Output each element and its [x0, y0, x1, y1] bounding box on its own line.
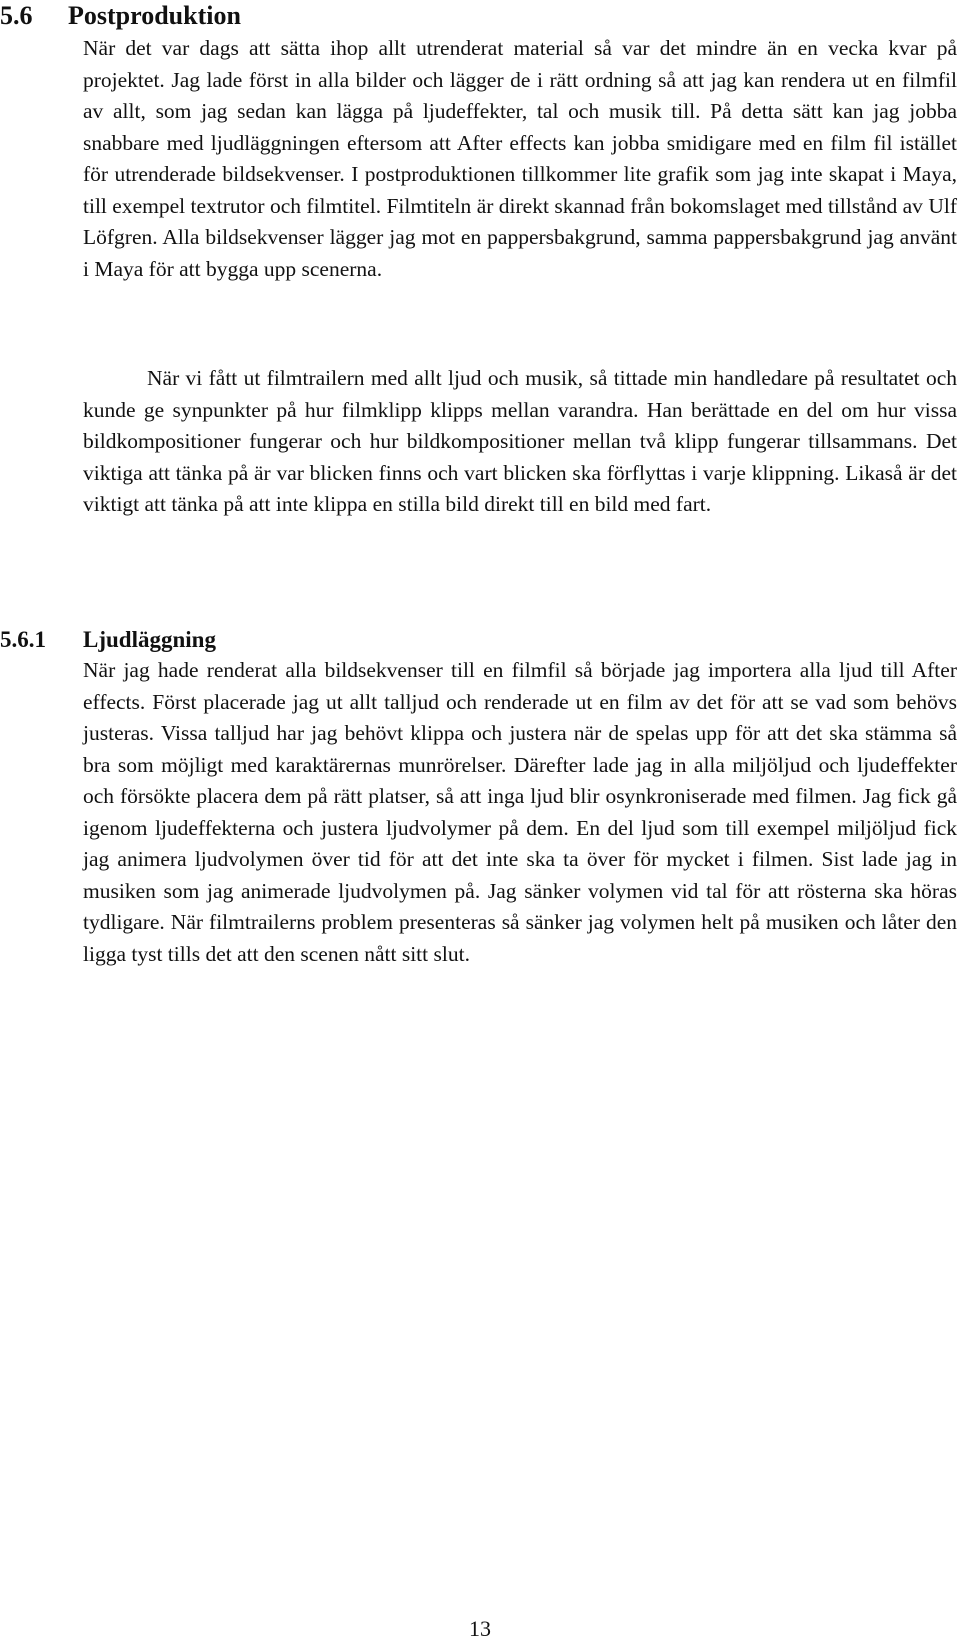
- section-number: 5.6: [0, 1, 33, 30]
- body-paragraph-postproduktion: När det var dags att sätta ihop allt utrenderat material så var det mindre än en vecka kvar på projektet. Jag lade först in alla bilder och lägger de i rätt ordning så att jag kan rendera ut en filmfil av allt, som jag sedan kan lägga på ljudeffekter, tal och musik till. På detta sätt kan jag jobba snabbare med ljudläggningen eftersom att After effects kan jobba smidigare med en film fil istället för utrenderade bildsekvenser. I postproduktionen tillkommer lite grafik som jag inte skapat i Maya, till exempel textrutor och filmtitel. Filmtiteln är direkt skannad från bokomslaget med tillstånd av Ulf Löfgren. Alla bildsekvenser lägger jag mot en pappersbakgrund, samma pappersbakgrund jag använt i Maya för att bygga upp scenerna.: [83, 36, 957, 281]
- body-paragraph-ljudlaggning: När jag hade renderat alla bildsekvenser till en filmfil så började jag importera alla ljud till After effects. Först placerade jag ut allt talljud och renderade ut en film av det för att se vad som behövs justeras. Vissa talljud har jag behövt klippa och justera när de spelas upp för att det ska stämma så bra som möjligt med karaktärernas munrörelser. Därefter lade jag in alla miljöljud och ljudeffekter och försökte placera dem på rätt platser, så att inga ljud blir osynkroniserade med filmen. Jag fick gå igenom ljudeffekterna och justera ljudvolymer på dem. En del ljud som till exempel miljöljud fick jag animera ljudvolymen över tid för att det inte ska ta över för mycket i filmen. Sist lade jag in musiken som jag animerade ljudvolymen på. Jag sänker volymen vid tal för att rösterna ska höras tydligare. När filmtrailerns problem presenteras så sänker jag volymen helt på musiken och låter den ligga tyst tills det att den scenen nått sitt slut.: [83, 658, 957, 966]
- subsection-title: Ljudläggning: [83, 627, 216, 652]
- section-heading: [0, 0, 900, 32]
- section-title: Postproduktion: [68, 1, 241, 30]
- subsection-heading: [0, 625, 900, 655]
- subsection-number: 5.6.1: [0, 627, 46, 652]
- page-number: 13: [469, 1616, 491, 1641]
- body-paragraph-feedback: När vi fått ut filmtrailern med allt ljud och musik, så tittade min handledare på resultatet och kunde ge synpunkter på hur filmklipp klipps mellan varandra. Han berättade en del om hur vissa bildkompositioner fungerar och hur bildkompositioner mellan två klipp fungerar tillsammans. Det viktiga att tänka på är var blicken finns och vart blicken ska förflyttas i varje klippning. Likaså är det viktigt att tänka på att inte klippa en stilla bild direkt till en bild med fart.: [83, 366, 957, 516]
